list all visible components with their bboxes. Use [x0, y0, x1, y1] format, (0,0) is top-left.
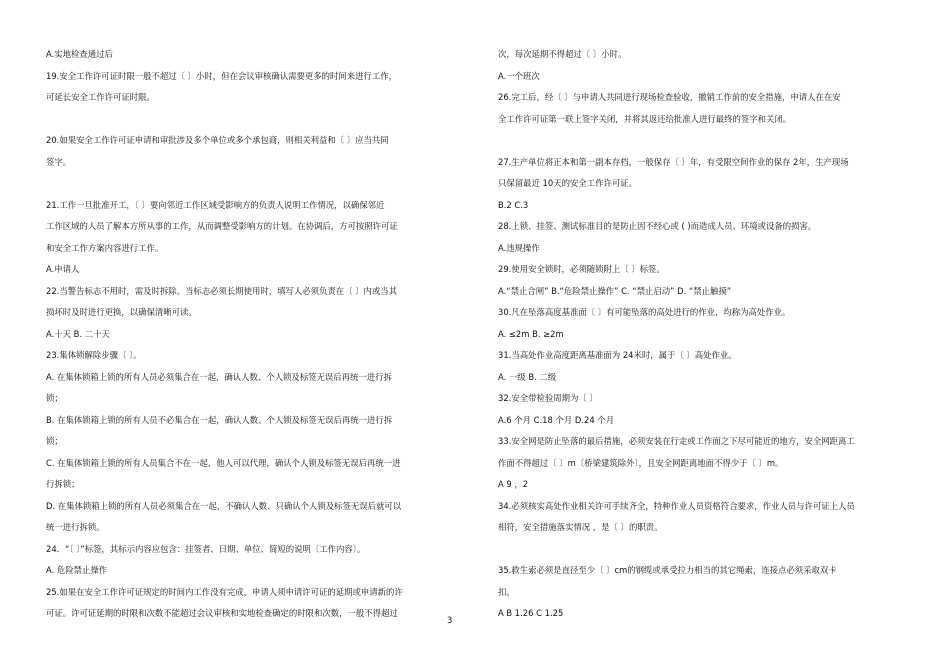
text-line: A.违规操作 [498, 242, 540, 253]
text-line: A.一个班次 [498, 70, 540, 81]
text-line: B.2 C.3 [498, 199, 529, 210]
text-line: 可证。许可证延期的时限和次数不能超过会议审核和实地检查确定的时限和次数，一般不得超过 [46, 608, 398, 618]
text-line: A.6 个月 C.18 个月 D.24 个月 [498, 414, 615, 425]
text-line: 作面不得超过〔 〕m〔桥梁建筑除外〕，且安全网距离地面不得少于〔 〕m。 [498, 457, 784, 468]
text-line: 次，每次延期不得超过〔 〕小时。 [498, 49, 627, 59]
text-line: A. ≤2m B. ≥2m [498, 328, 564, 339]
text-line: A. 一级 B. 二级 [498, 371, 557, 382]
text-line: 扣。 [498, 586, 515, 597]
text-line: 行拆锁； [46, 479, 80, 489]
text-line: 34.必须核实高处作业相关许可手续齐全，特种作业人员资格符合要求，作业人员与许可证上人员 [498, 500, 855, 511]
text-line: 23.集体锁解除步骤〔 〕。 [46, 350, 142, 360]
text-line: 33.安全网是防止坠落的最后措施，必须安装在行走或工作面之下尽可能近的地方，安全网距离工 [498, 436, 855, 446]
page-number: 3 [447, 615, 453, 625]
text-line: 26.完工后，经〔 〕与申请人共同进行现场检查验收，撤销工作前的安全措施，申请人在在安 [498, 92, 841, 102]
blank-line [498, 130, 898, 152]
text-line: 29.使用安全锁时，必须随锁附上〔 〕标签。 [498, 264, 665, 274]
text-line: 22.当警告标志不用时，需及时拆除。当标志必须长期使用时，填写人必须负责在〔 〕内或当其 [46, 285, 397, 296]
text-line: B. 在集体锁箱上锁的所有人员不必集合在一起，确认人数、个人锁及标签无误后再统一进行拆 [46, 414, 393, 425]
text-line: 31.当高处作业高度距离基准面为 24米时，属于〔 〕高处作业。 [498, 350, 737, 360]
right-column [498, 44, 898, 625]
text-line: A.“禁止合闸” B.“危险禁止操作” C. “禁止启动” D. “禁止触摸” [498, 285, 732, 296]
blank-line [46, 109, 456, 131]
text-line: 锁； [46, 436, 63, 446]
text-line: 21.工作一旦批准开工，〔 〕要向邻近工作区域受影响方的负责人说明工作情况，以确保邻近 [46, 199, 385, 210]
text-line: 全工作许可证第一联上签字关闭，并将其返还给批准人进行最终的签字和关闭。 [498, 113, 792, 124]
text-line: 35.救生索必须是直径至少〔 〕cm的钢缆或承受拉力相当的其它绳索，连接点必须采取双卡 [498, 565, 837, 575]
text-line: 损坏时及时进行更换，以确保清晰可读。 [46, 307, 197, 317]
text-line: 只保留最近 10天的安全工作许可证。 [498, 178, 637, 188]
text-line: A. 危险禁止操作 [46, 565, 108, 575]
text-line: A. 在集体锁箱上锁的所有人员必须集合在一起，确认人数、个人锁及标签无误后再统一进行拆 [46, 371, 392, 382]
text-line: 可延长安全工作许可证时限。 [46, 92, 155, 102]
text-line: 相符，安全措施落实情况 ，是〔 〕的职责。 [498, 522, 663, 532]
left-column [46, 44, 456, 625]
text-line: 工作区域的人员了解本方所从事的工作，从而调整受影响方的计划。在协调后，方可按照许可证 [46, 221, 398, 231]
text-line: 25.如果在安全工作许可证规定的时间内工作没有完成，申请人须申请许可证的延期或申请新的许 [46, 586, 403, 597]
text-line: A.申请人 [46, 264, 80, 274]
text-line: A.十天 B. 二十天 [46, 328, 110, 339]
text-line: D. 在集体锁箱上锁的所有人员必须集合在一起，不确认人数、只确认个人锁及标签无误后就可以 [46, 500, 402, 511]
text-line: C. 在集体锁箱上锁的所有人员集合不在一起，他人可以代理，确认个人锁及标签无误后再统一进 [46, 457, 401, 468]
text-line: A 9 ，2 [498, 479, 529, 489]
text-line: 统一进行拆锁。 [46, 522, 105, 532]
text-line: 签字。 [46, 156, 72, 167]
text-line: 28.上锁、挂签、测试标准目的是防止因不经心或 ( )而造成人员、环境或设备的损害。 [498, 221, 817, 231]
text-line: 20.如果安全工作许可证申请和审批涉及多个单位或多个承包商，则相关利益和〔 〕应当共同 [46, 135, 389, 145]
blank-line [46, 173, 456, 195]
text-line: 24．“〔 〕”标签，其标示内容应包含：挂签者、日期、单位、简短的说明〔工作内容〕。 [46, 543, 366, 554]
text-line: 30.凡在坠落高度基准面〔 〕有可能坠落的高处进行的作业，均称为高处作业。 [498, 307, 791, 317]
text-line: 和安全工作方案内容进行工作。 [46, 242, 164, 253]
text-line: 32.安全带检验周期为〔 〕 [498, 393, 598, 403]
text-line: 27.生产单位将正本和第一副本存档，一般保存〔 〕年，有受限空间作业的保存 2年，生产现场 [498, 156, 849, 167]
text-line: A B 1.26 C 1.25 [498, 608, 564, 618]
text-line: 锁； [46, 393, 63, 403]
blank-line [498, 539, 898, 561]
text-line: 19.安全工作许可证时限一般不超过〔 〕小时，但在会议审核确认需要更多的时间来进行工作， [46, 70, 397, 81]
text-line: A.实地检查通过后 [46, 49, 113, 59]
